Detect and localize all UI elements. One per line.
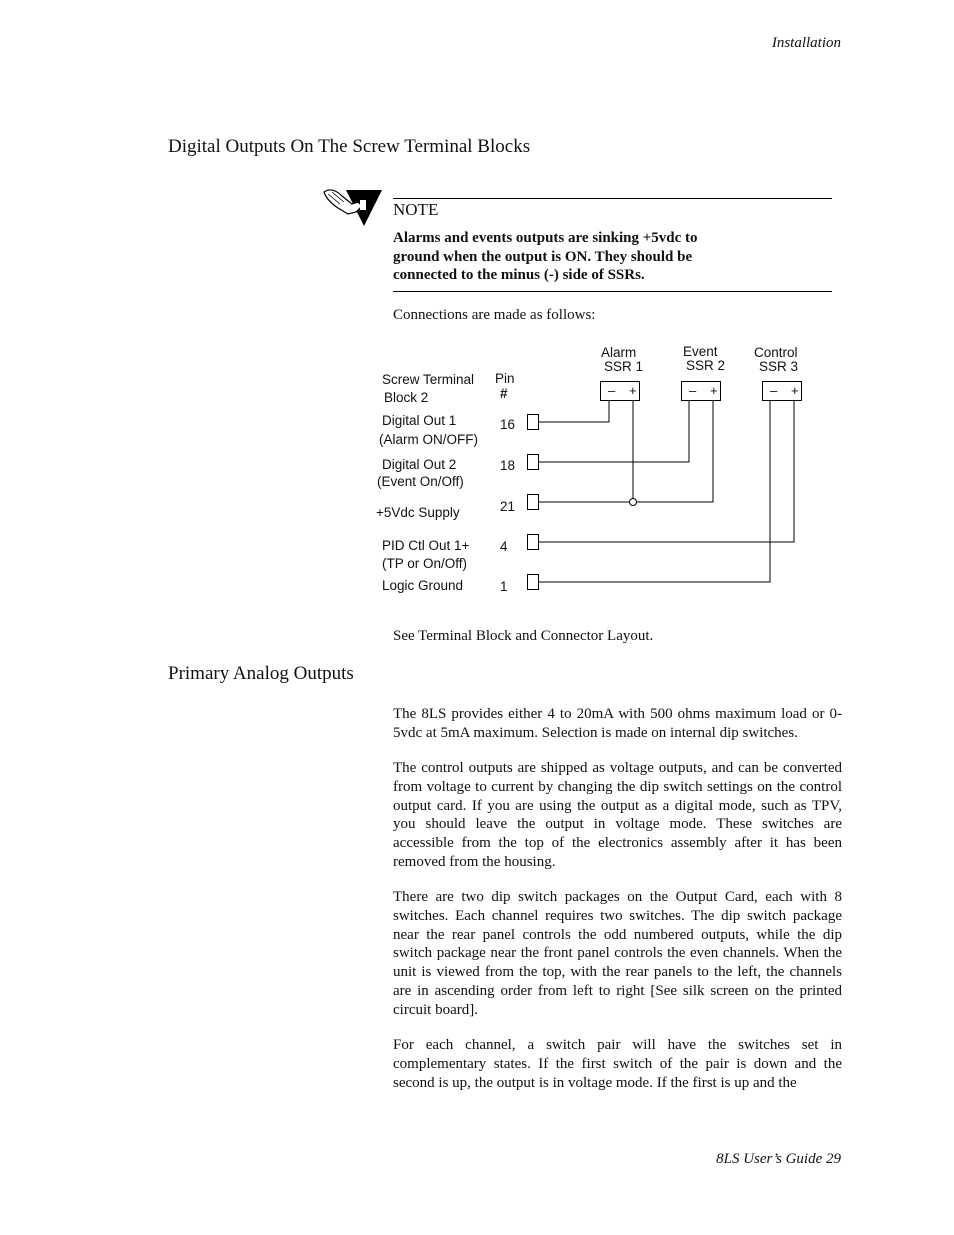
ssr2-sub: SSR 2 bbox=[686, 358, 726, 373]
row-label: Logic Ground bbox=[382, 578, 464, 593]
section-heading-analog-outputs: Primary Analog Outputs bbox=[168, 663, 354, 684]
pin-number: 1 bbox=[500, 579, 508, 594]
paragraph-text: The control outputs are shipped as voltage outputs, and can be converted from voltage to current by changing the dip switch settings on the control output card. If you are using the output as a digital mode, such as TPV, you should leave the output in voltage mode. These switches are accessible from the top of the electronics assembly after it has been removed from the housing. bbox=[393, 760, 842, 870]
ssr3-name: Control bbox=[754, 345, 798, 360]
junction-node bbox=[630, 499, 637, 506]
ssr1-name: Alarm bbox=[601, 345, 637, 360]
row-label: +5Vdc Supply bbox=[376, 505, 460, 520]
minus-label: – bbox=[689, 383, 697, 398]
screw-terminal bbox=[527, 534, 539, 550]
see-also-text: See Terminal Block and Connector Layout. bbox=[393, 628, 654, 644]
pin-number: 16 bbox=[500, 417, 516, 432]
plus-label: + bbox=[629, 383, 637, 398]
minus-label: – bbox=[770, 383, 778, 398]
ssr2-terminal-block bbox=[681, 381, 721, 401]
pointing-hand-icon bbox=[322, 186, 384, 230]
minus-label: – bbox=[608, 383, 616, 398]
page-footer: 8LS User’s Guide 29 bbox=[716, 1151, 841, 1167]
paragraph-text: There are two dip switch packages on the Output Card, each with 8 switches. Each channel requires two switches. The dip switch package near the rear panel controls the odd numbered outputs, while the dip switch package near the front panel controls the even channels. When the unit is viewed from the top, with the rear panels to the left, the channels are in ascending order from left to right [See silk screen on the printed circuit board]. bbox=[393, 889, 842, 1018]
ssr1-terminal-block bbox=[600, 381, 640, 401]
note-bottom-rule bbox=[393, 291, 832, 292]
section-heading-digital-outputs: Digital Outputs On The Screw Terminal Blocks bbox=[168, 136, 531, 157]
note-body bbox=[393, 229, 738, 285]
plus-label: + bbox=[791, 383, 799, 398]
screw-terminal bbox=[527, 494, 539, 510]
row-sublabel: (Alarm ON/OFF) bbox=[379, 432, 478, 447]
ssr1-sub: SSR 1 bbox=[604, 359, 644, 374]
screw-terminal bbox=[527, 574, 539, 590]
row-sublabel: (TP or On/Off) bbox=[382, 556, 468, 571]
paragraph-text: For each channel, a switch pair will have the switches set in complementary states. If the first switch of the pair is down and the second is up, the output is in voltage mode. If the first is up and the bbox=[393, 1037, 842, 1091]
ssr2-name: Event bbox=[683, 344, 718, 359]
connections-intro: Connections are made as follows: bbox=[393, 307, 596, 323]
note-line: Alarms and events outputs are sinking +5vdc to bbox=[393, 230, 698, 246]
paragraph-text: The 8LS provides either 4 to 20mA with 500 ohms maximum load or 0-5vdc at 5mA maximum. Selection is made on internal dip switches. bbox=[393, 706, 842, 741]
note-top-rule bbox=[393, 198, 832, 199]
note-line: connected to the minus (-) side of SSRs. bbox=[393, 267, 645, 283]
row-label: Digital Out 2 bbox=[382, 457, 457, 472]
note-line: ground when the output is ON. They should be bbox=[393, 248, 693, 265]
screw-terminal bbox=[527, 454, 539, 470]
pin-header: Pin bbox=[495, 371, 515, 386]
pin-number: 18 bbox=[500, 458, 516, 473]
row-sublabel: (Event On/Off) bbox=[377, 474, 464, 489]
plus-label: + bbox=[710, 383, 718, 398]
paragraph bbox=[393, 705, 842, 743]
row-label: PID Ctl Out 1+ bbox=[382, 538, 470, 553]
row-label: Digital Out 1 bbox=[382, 413, 457, 428]
ssr3-sub: SSR 3 bbox=[759, 359, 799, 374]
pin-number: 21 bbox=[500, 499, 516, 514]
paragraph bbox=[393, 759, 842, 872]
screw-terminal bbox=[527, 414, 539, 430]
block-label-sub: Block 2 bbox=[384, 390, 429, 405]
block-label: Screw Terminal bbox=[382, 372, 475, 387]
ssr3-terminal-block bbox=[762, 381, 802, 401]
paragraph bbox=[393, 1036, 842, 1092]
running-header: Installation bbox=[771, 35, 841, 51]
paragraph bbox=[393, 888, 842, 1020]
pin-header-hash: # bbox=[500, 386, 508, 401]
wiring-diagram bbox=[370, 340, 840, 605]
pin-number: 4 bbox=[500, 539, 508, 554]
note-title: NOTE bbox=[393, 200, 439, 219]
